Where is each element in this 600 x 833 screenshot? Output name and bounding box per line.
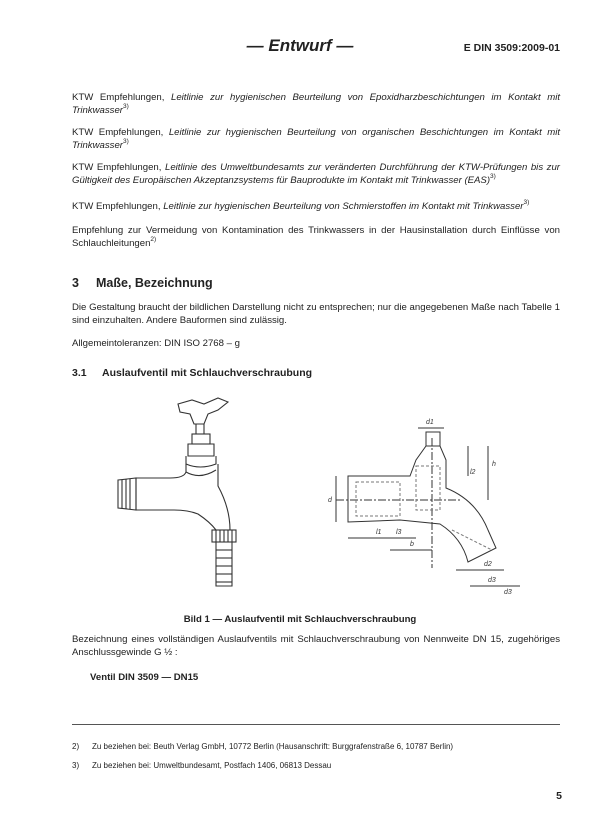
footnote-ref: 2) (150, 235, 157, 243)
designation-paragraph: Bezeichnung eines vollständigen Auslaufventils mit Schlauchverschraubung von Nennweite DN 15, zugehöriges Anschlussgewinde G ½ : (72, 634, 560, 658)
reference-title: Leitlinie zur hygienischen Beurteilung von Schmierstoffen im Kontakt mit Trinkwasser (163, 201, 524, 212)
section-title: Auslaufventil mit Schlauchverschraubung (102, 367, 313, 379)
dim-label: l2 (470, 469, 476, 476)
valve-section-drawing (336, 428, 520, 586)
footnote-ref: 3) (123, 102, 129, 110)
reference-prefix: KTW Empfehlungen, (72, 127, 169, 138)
footnote-rule (72, 724, 560, 725)
tolerances-paragraph: Allgemeintoleranzen: DIN ISO 2768 – g (72, 338, 240, 349)
dim-label: d3 (504, 589, 512, 596)
dim-label: l1 (376, 529, 382, 536)
figure-caption: Bild 1 — Auslaufventil mit Schlauchverschraubung (183, 614, 417, 625)
footnote-3 (72, 761, 331, 770)
reference-title: Leitlinie zur hygienischen Beurteilung von Epoxidharzbeschichtungen im Kontakt mit Trinkwasser (72, 92, 560, 116)
footnote-text: Zu beziehen bei: Umweltbundesamt, Postfach 1406, 06813 Dessau (92, 761, 332, 770)
footnote-2 (72, 742, 453, 751)
footnote-ref: 3) (490, 172, 496, 180)
footnote-text: Zu beziehen bei: Beuth Verlag GmbH, 10772 Berlin (Hausanschrift: Burggrafenstraße 6, 10787 Berlin) (92, 742, 454, 751)
section-3-1-heading (72, 367, 312, 379)
reference-prefix: KTW Empfehlungen, (72, 92, 171, 103)
section-3-heading (72, 276, 213, 290)
reference-2 (72, 127, 560, 152)
reference-prefix: KTW Empfehlungen, (72, 201, 164, 212)
dim-label: d (328, 497, 332, 504)
header-title: — Entwurf — (246, 36, 354, 55)
reference-text: Empfehlung zur Vermeidung von Kontamination des Trinkwassers in der Hausinstallation durch Einflüsse von Schlauchleitungen (72, 225, 560, 249)
section-title: Maße, Bezeichnung (96, 276, 213, 290)
page-number: 5 (556, 790, 562, 802)
footnote-number: 3) (72, 761, 80, 770)
dim-label: d3 (488, 577, 496, 584)
reference-1 (72, 92, 560, 117)
dim-label: d1 (426, 419, 434, 426)
document-id: E DIN 3509:2009-01 (463, 42, 560, 54)
designation-example: Ventil DIN 3509 — DN15 (90, 672, 199, 683)
dim-label: h (492, 461, 496, 468)
dim-label: l3 (396, 529, 402, 536)
section-3-paragraph: Die Gestaltung braucht der bildlichen Darstellung nicht zu entsprechen; nur die angegebenen Maße nach Tabelle 1 sind einzuhalten. Andere Bauformen sind zulässig. (72, 302, 560, 326)
reference-title: Leitlinie zur hygienischen Beurteilung von organischen Beschichtungen im Kontakt mit Trinkwasser (72, 127, 561, 151)
section-number: 3 (72, 276, 79, 290)
reference-title: Leitlinie des Umweltbundesamts zur veränderten Durchführung der KTW-Prüfungen bis zur Gültigkeit des Europäischen Akzeptanzsystems für Bauprodukte im Kontakt mit Trinkwasser (EAS) (72, 162, 560, 186)
dim-label: d2 (484, 561, 492, 568)
footnote-ref: 3) (123, 137, 129, 145)
reference-3 (72, 162, 560, 187)
footnote-ref: 3) (523, 199, 530, 206)
reference-5 (72, 225, 560, 250)
valve-figure (100, 390, 540, 600)
footnote-number: 2) (72, 742, 80, 751)
valve-perspective-drawing (118, 398, 236, 586)
section-number: 3.1 (72, 367, 87, 379)
reference-4 (72, 201, 560, 214)
reference-prefix: KTW Empfehlungen, (72, 162, 165, 173)
dim-label: b (410, 541, 414, 548)
